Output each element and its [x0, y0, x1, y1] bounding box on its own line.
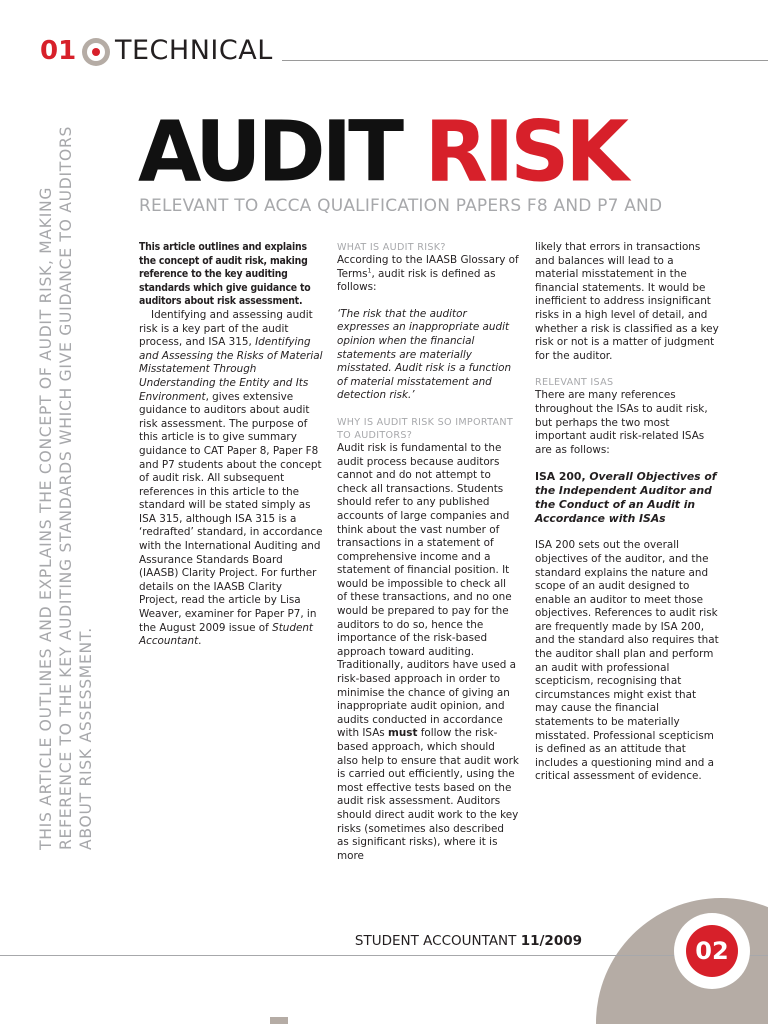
section-label: TECHNICAL: [115, 35, 273, 66]
bottom-mark: [270, 1017, 288, 1024]
definition-quote: ‘The risk that the auditor expresses an inappropriate audit opinion when the financial statements are materially misstated. Audit risk is a function of material misstatement and detection risk.’: [337, 307, 512, 402]
body-paragraph: likely that errors in transactions and balances will lead to a material misstatement in the financial statements. It would be inefficient to address insignificant risks in a high level of detail, and whether a risk is classified as a key risk or not is a matter of judgment for the auditor.: [535, 241, 719, 362]
isa-200-heading: [535, 470, 720, 526]
section-number: 01: [40, 36, 77, 66]
footer-rule: [0, 955, 768, 956]
body-paragraph: [337, 254, 519, 295]
isa-number: ISA 200,: [535, 470, 590, 484]
subheading-why-important: WHY IS AUDIT RISK SO IMPORTANT TO AUDITORS?: [337, 416, 514, 441]
isa-315-title: Identifying and Assessing the Risks of Material Misstatement Through Understanding the Entity and Its Environment: [139, 336, 323, 403]
publication-reference: Student Accountant: [139, 621, 313, 648]
text-run: , gives extensive guidance to auditors about audit risk assessment. The purpose of this article is to give summary guidance to CAT Paper 8, Paper F8 and P7 students about the concept of audit risk. All subsequent references in this article to the standard will be stated simply as ISA 315, although ISA 315 is a ‘redrafted’ standard, in accordance with the International Auditing and Assurance Standards Board (IAASB) Clarity Project. For further details on the IAASB Clarity Project, read the article by Lisa Weaver, examiner for Paper P7, in the August 2009 issue of: [139, 390, 323, 634]
article-title: [138, 104, 625, 202]
body-paragraph: ISA 200 sets out the overall objectives of the auditor, and the standard explains the nature and scope of an audit designed to enable an auditor to meet those objectives. References to audit risk are frequently made by ISA 200, and the standard also requires that the auditor shall plan and perform an audit with professional scepticism, recognising that circumstances might exist that may cause the financial statements to be materially misstated. Professional scepticism is defined as an attitude that includes a questioning mind and a critical assessment of evidence.: [535, 539, 719, 783]
subheading-what-is-audit-risk: WHAT IS AUDIT RISK?: [337, 242, 446, 253]
text-run: According to the IAASB Glossary of Terms: [337, 254, 519, 280]
isa-title: Overall Objectives of the Independent Auditor and the Conduct of an Audit in Accordance with ISAs: [535, 470, 717, 526]
text-run: , audit risk is defined as follows:: [337, 267, 496, 294]
column-2: [337, 241, 519, 863]
article-subtitle: RELEVANT TO ACCA QUALIFICATION PAPERS F8 AND P7 AND: [139, 196, 663, 216]
column-1: [139, 241, 323, 649]
lead-paragraph: This article outlines and explains the concept of audit risk, making reference to the key auditing standards which give guidance to auditors about risk assessment.: [139, 241, 311, 308]
text-run: Audit risk is fundamental to the audit process because auditors cannot and do not attempt to check all transactions. Students should refer to any published accounts of large companies and think about the vast number of transactions in a statement of comprehensive income and a statement of financial position. It would be impossible to check all of these transactions, and no one would be prepared to pay for the auditors to do so, hence the importance of the risk-based approach toward auditing. Traditionally, auditors have used a risk-based approach in order to minimise the chance of giving an inappropriate audit opinion, and audits conducted in accordance with ISAs: [337, 441, 517, 740]
title-word-risk: RISK: [424, 104, 625, 201]
emphasis-must: must: [388, 727, 418, 740]
text-run: .: [198, 635, 202, 648]
header-rule: [282, 60, 768, 61]
body-paragraph: There are many references throughout the ISAs to audit risk, but perhaps the two most important audit risk-related ISAs are as follows:: [535, 389, 708, 456]
sidebar-summary: THIS ARTICLE OUTLINES AND EXPLAINS THE CONCEPT OF AUDIT RISK, MAKING REFERENCE TO THE KEY AUDITING STANDARDS WHICH GIVE GUIDANCE TO AUDITORS ABOUT RISK ASSESSMENT.: [37, 125, 95, 850]
footer-publication: [355, 932, 582, 950]
body-paragraph: [337, 442, 519, 863]
page-number: 02: [686, 925, 738, 977]
publication-name: STUDENT ACCOUNTANT: [354, 933, 521, 949]
issue-date: 11/2009: [520, 933, 582, 949]
column-3: [535, 241, 720, 784]
subheading-relevant-isas: RELEVANT ISAS: [535, 377, 614, 389]
target-dot-icon: [82, 38, 110, 66]
footnote-marker: 1: [367, 267, 372, 275]
body-paragraph: [139, 309, 323, 649]
text-run: follow the risk-based approach, which should also help to ensure that audit work is carried out efficiently, using the most effective tests based on the audit risk assessment. Auditors should direct audit work to the key risks (sometimes also described as significant risks), where it is more: [337, 727, 519, 862]
text-run: Identifying and assessing audit risk is a key part of the audit process, and ISA 315,: [139, 308, 313, 349]
title-word-audit: AUDIT: [138, 104, 401, 201]
